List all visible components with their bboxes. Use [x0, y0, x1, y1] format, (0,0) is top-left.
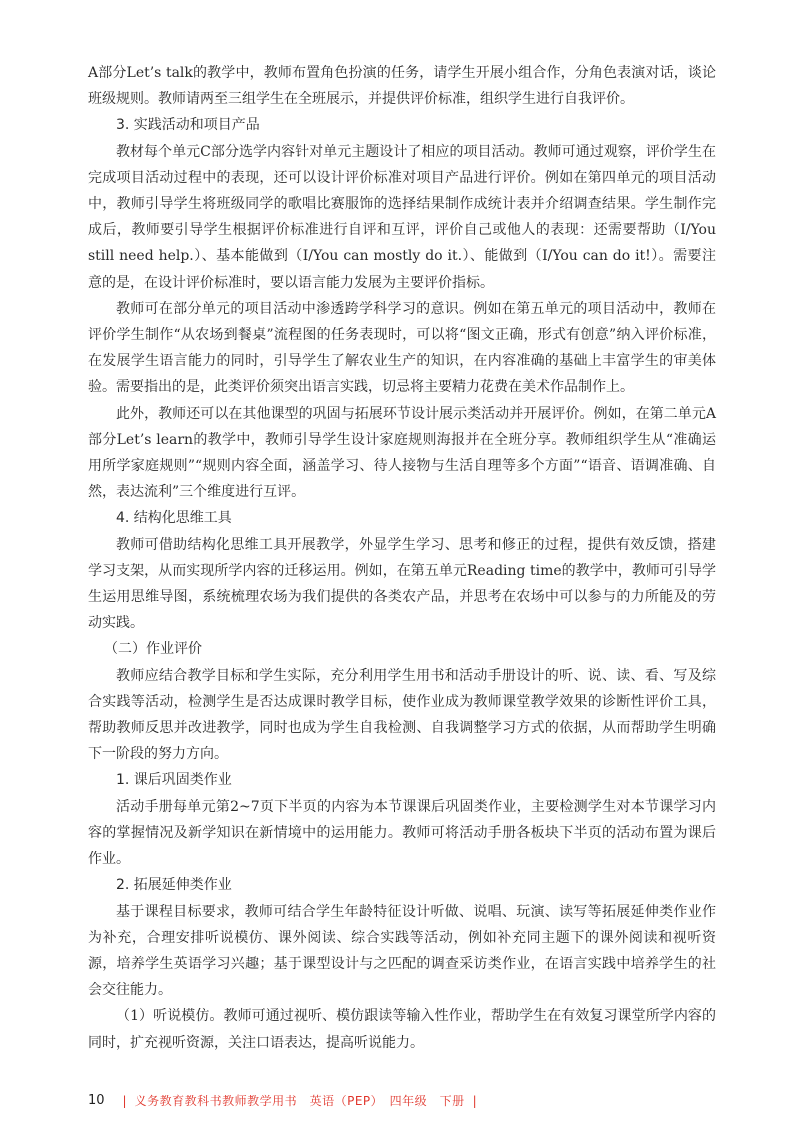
paragraph: 教师可借助结构化思维工具开展教学，外显学生学习、思考和修正的过程，提供有效反馈，搭建学习支架，从而实现所学内容的迁移运用。例如，在第五单元Reading time的教学中，教师可引导学生运用思维导图，系统梳理农场为我们提供的各类农产品，并思考在农场中可以参与的力所能及的劳动实践。 [88, 536, 716, 632]
paragraph: A部分Let’s talk的教学中，教师布置角色扮演的任务，请学生开展小组合作，分角色表演对话，谈论班级规则。教师请两至三组学生在全班展示，并提供评价标准，组织学生进行自我评价。 [88, 65, 716, 108]
section-heading: 4. 结构化思维工具 [116, 510, 232, 527]
page-number: 10 [88, 1093, 105, 1108]
book-title: 义务教育教科书教师教学用书 英语（PEP） 四年级 下册 [134, 1094, 465, 1108]
paragraph: 活动手册每单元第2~7页下半页的内容为本节课课后巩固类作业，主要检测学生对本节课学习内容的掌握情况及新学知识在新情境中的运用能力。教师可将活动手册各板块下半页的活动布置为课后作业。 [88, 798, 716, 868]
section-heading: 2. 拓展延伸类作业 [116, 877, 232, 894]
paragraph: 教师可在部分单元的项目活动中渗透跨学科学习的意识。例如在第五单元的项目活动中，教师在评价学生制作“从农场到餐桌”流程图的任务表现时，可以将“图文正确，形式有创意”纳入评价标准，在发展学生语言能力的同时，引导学生了解农业生产的知识，在内容准确的基础上丰富学生的审美体验。需要指出的是，此类评价须突出语言实践，切忌将主要精力花费在美术作品制作上。 [88, 300, 716, 396]
paragraph: 此外，教师还可以在其他课型的巩固与拓展环节设计展示类活动并开展评价。例如，在第二单元A部分Let’s learn的教学中，教师引导学生设计家庭规则海报并在全班分享。教师组织学生从“准确运用所学家庭规则”“规则内容全面，涵盖学习、待人接物与生活自理等多个方面”“语音、语调准确、自然，表达流利”三个维度进行互评。 [88, 405, 716, 501]
footer-divider: | [122, 1093, 127, 1108]
page-footer [88, 1092, 485, 1109]
paragraph: 教材每个单元C部分选学内容针对单元主题设计了相应的项目活动。教师可通过观察，评价学生在完成项目活动过程中的表现，还可以设计评价标准对项目产品进行评价。例如在第四单元的项目活动中，教师引导学生将班级同学的歌唱比赛服饰的选择结果制作成统计表并介绍调查结果。学生制作完成后，教师要引导学生根据评价标准进行自评和互评，评价自己或他人的表现：还需要帮助（I/You still need help.）、基本能做到（I/You can mostly do it.）、能做到（I/You can do it!）。需要注意的是，在设计评价标准时，要以语言能力发展为主要评价指标。 [88, 143, 721, 291]
paragraph: 教师应结合教学目标和学生实际，充分利用学生用书和活动手册设计的听、说、读、看、写及综合实践等活动，检测学生是否达成课时教学目标，使作业成为教师课堂教学效果的诊断性评价工具，帮助教师反思并改进教学，同时也成为学生自我检测、自我调整学习方式的依据，从而帮助学生明确下一阶段的努力方向。 [88, 667, 716, 763]
paragraph: 基于课程目标要求，教师可结合学生年龄特征设计听做、说唱、玩演、读写等拓展延伸类作业作为补充，合理安排听说模仿、课外阅读、综合实践等活动，例如补充同主题下的课外阅读和视听资源，培养学生英语学习兴趣；基于课型设计与之匹配的调查采访类作业，在语言实践中培养学生的社会交往能力。 [88, 903, 716, 999]
section-heading: 1. 课后巩固类作业 [116, 772, 232, 789]
paragraph: （1）听说模仿。教师可通过视听、模仿跟读等输入性作业，帮助学生在有效复习课堂所学内容的同时，扩充视听资源，关注口语表达，提高听说能力。 [88, 1008, 716, 1051]
section-heading: （二）作业评价 [104, 641, 202, 658]
section-heading: 3. 实践活动和项目产品 [116, 117, 260, 134]
page-content [88, 60, 721, 1056]
footer-divider: | [472, 1093, 477, 1108]
